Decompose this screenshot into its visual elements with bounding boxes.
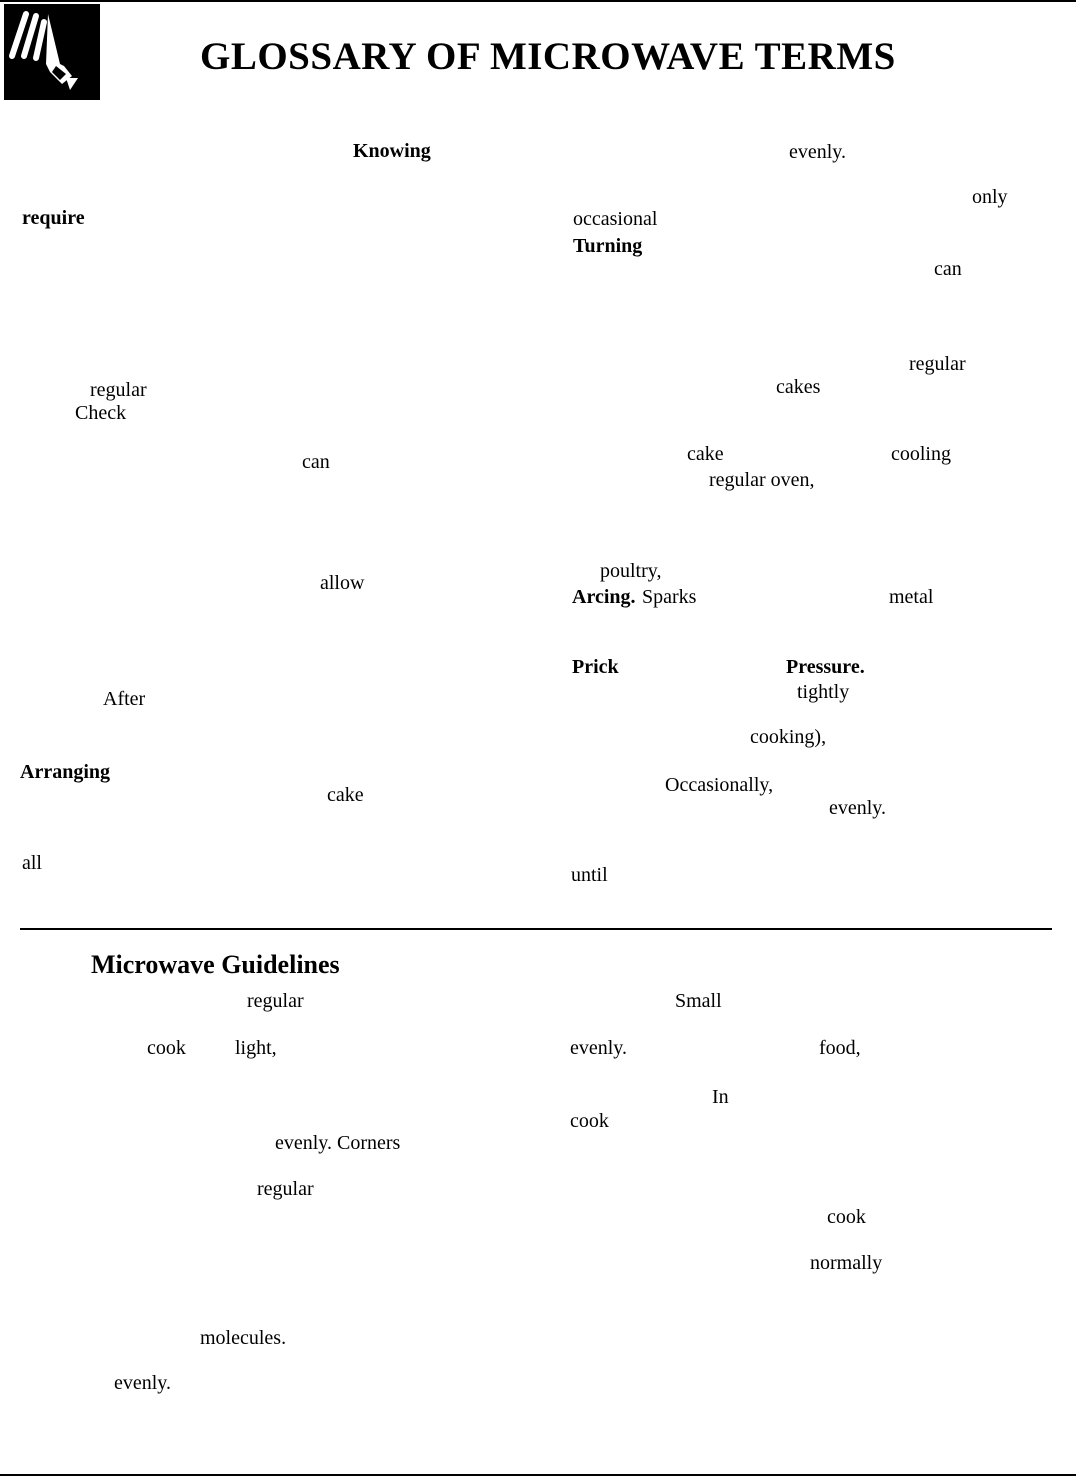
glossary-word-cooling: cooling	[891, 443, 951, 465]
glossary-word-occasional: occasional	[573, 208, 658, 230]
glossary-word-metal: metal	[889, 586, 934, 608]
section-divider	[20, 928, 1052, 930]
guidelines-word-regular: regular	[257, 1178, 314, 1200]
guidelines-word-evenly-corners: evenly. Corners	[275, 1132, 401, 1154]
glossary-word-sparks: Sparks	[642, 586, 697, 608]
page-title: GLOSSARY OF MICROWAVE TERMS	[200, 35, 896, 78]
guidelines-word-evenly: evenly.	[114, 1372, 172, 1394]
guidelines-word-in: In	[712, 1086, 729, 1108]
glossary-word-all: all	[22, 852, 42, 874]
glossary-word-evenly: evenly.	[829, 797, 887, 819]
glossary-word-poultry: poultry,	[600, 560, 662, 582]
glossary-word-occasionally: Occasionally,	[665, 774, 774, 796]
pointing-hand-icon	[4, 4, 100, 100]
guidelines-word-small: Small	[675, 990, 722, 1012]
glossary-term-knowing: Knowing	[353, 140, 431, 162]
guidelines-word-cook: cook	[827, 1206, 866, 1228]
glossary-word-regular: regular	[90, 379, 147, 401]
glossary-word-evenly: evenly.	[789, 141, 847, 163]
section-tab-hand-icon	[4, 4, 100, 100]
guidelines-word-molecules: molecules.	[200, 1327, 287, 1349]
guidelines-word-cook: cook	[147, 1037, 186, 1059]
glossary-word-regular-oven: regular oven,	[709, 469, 815, 491]
glossary-word-tightly: tightly	[797, 681, 850, 703]
guidelines-word-evenly: evenly.	[570, 1037, 628, 1059]
guidelines-word-cook: cook	[570, 1110, 609, 1132]
glossary-word-can: can	[934, 258, 962, 280]
glossary-word-cake: cake	[687, 443, 724, 465]
glossary-word-cakes: cakes	[776, 376, 821, 398]
glossary-word-cake: cake	[327, 784, 364, 806]
glossary-term-pressure: Pressure.	[786, 656, 865, 678]
glossary-term-arcing: Arcing.	[572, 586, 636, 608]
guidelines-word-light: light,	[235, 1037, 277, 1059]
glossary-word-cooking: cooking),	[750, 726, 827, 748]
guidelines-heading: Microwave Guidelines	[91, 950, 340, 979]
glossary-word-can: can	[302, 451, 330, 473]
glossary-word-allow: allow	[320, 572, 365, 594]
glossary-word-until: until	[571, 864, 608, 886]
glossary-term-turning: Turning	[573, 235, 643, 257]
guidelines-word-regular: regular	[247, 990, 304, 1012]
glossary-word-check: Check	[75, 402, 127, 424]
guidelines-word-normally: normally	[810, 1252, 883, 1274]
glossary-term-arranging: Arranging	[20, 761, 110, 783]
glossary-word-require: require	[22, 207, 85, 229]
bottom-border-rule	[0, 1474, 1076, 1476]
glossary-word-regular: regular	[909, 353, 966, 375]
top-border-rule	[0, 0, 1076, 2]
glossary-word-after: After	[103, 688, 146, 710]
glossary-word-only: only	[972, 186, 1008, 208]
glossary-term-prick: Prick	[572, 656, 619, 678]
guidelines-word-food: food,	[819, 1037, 861, 1059]
